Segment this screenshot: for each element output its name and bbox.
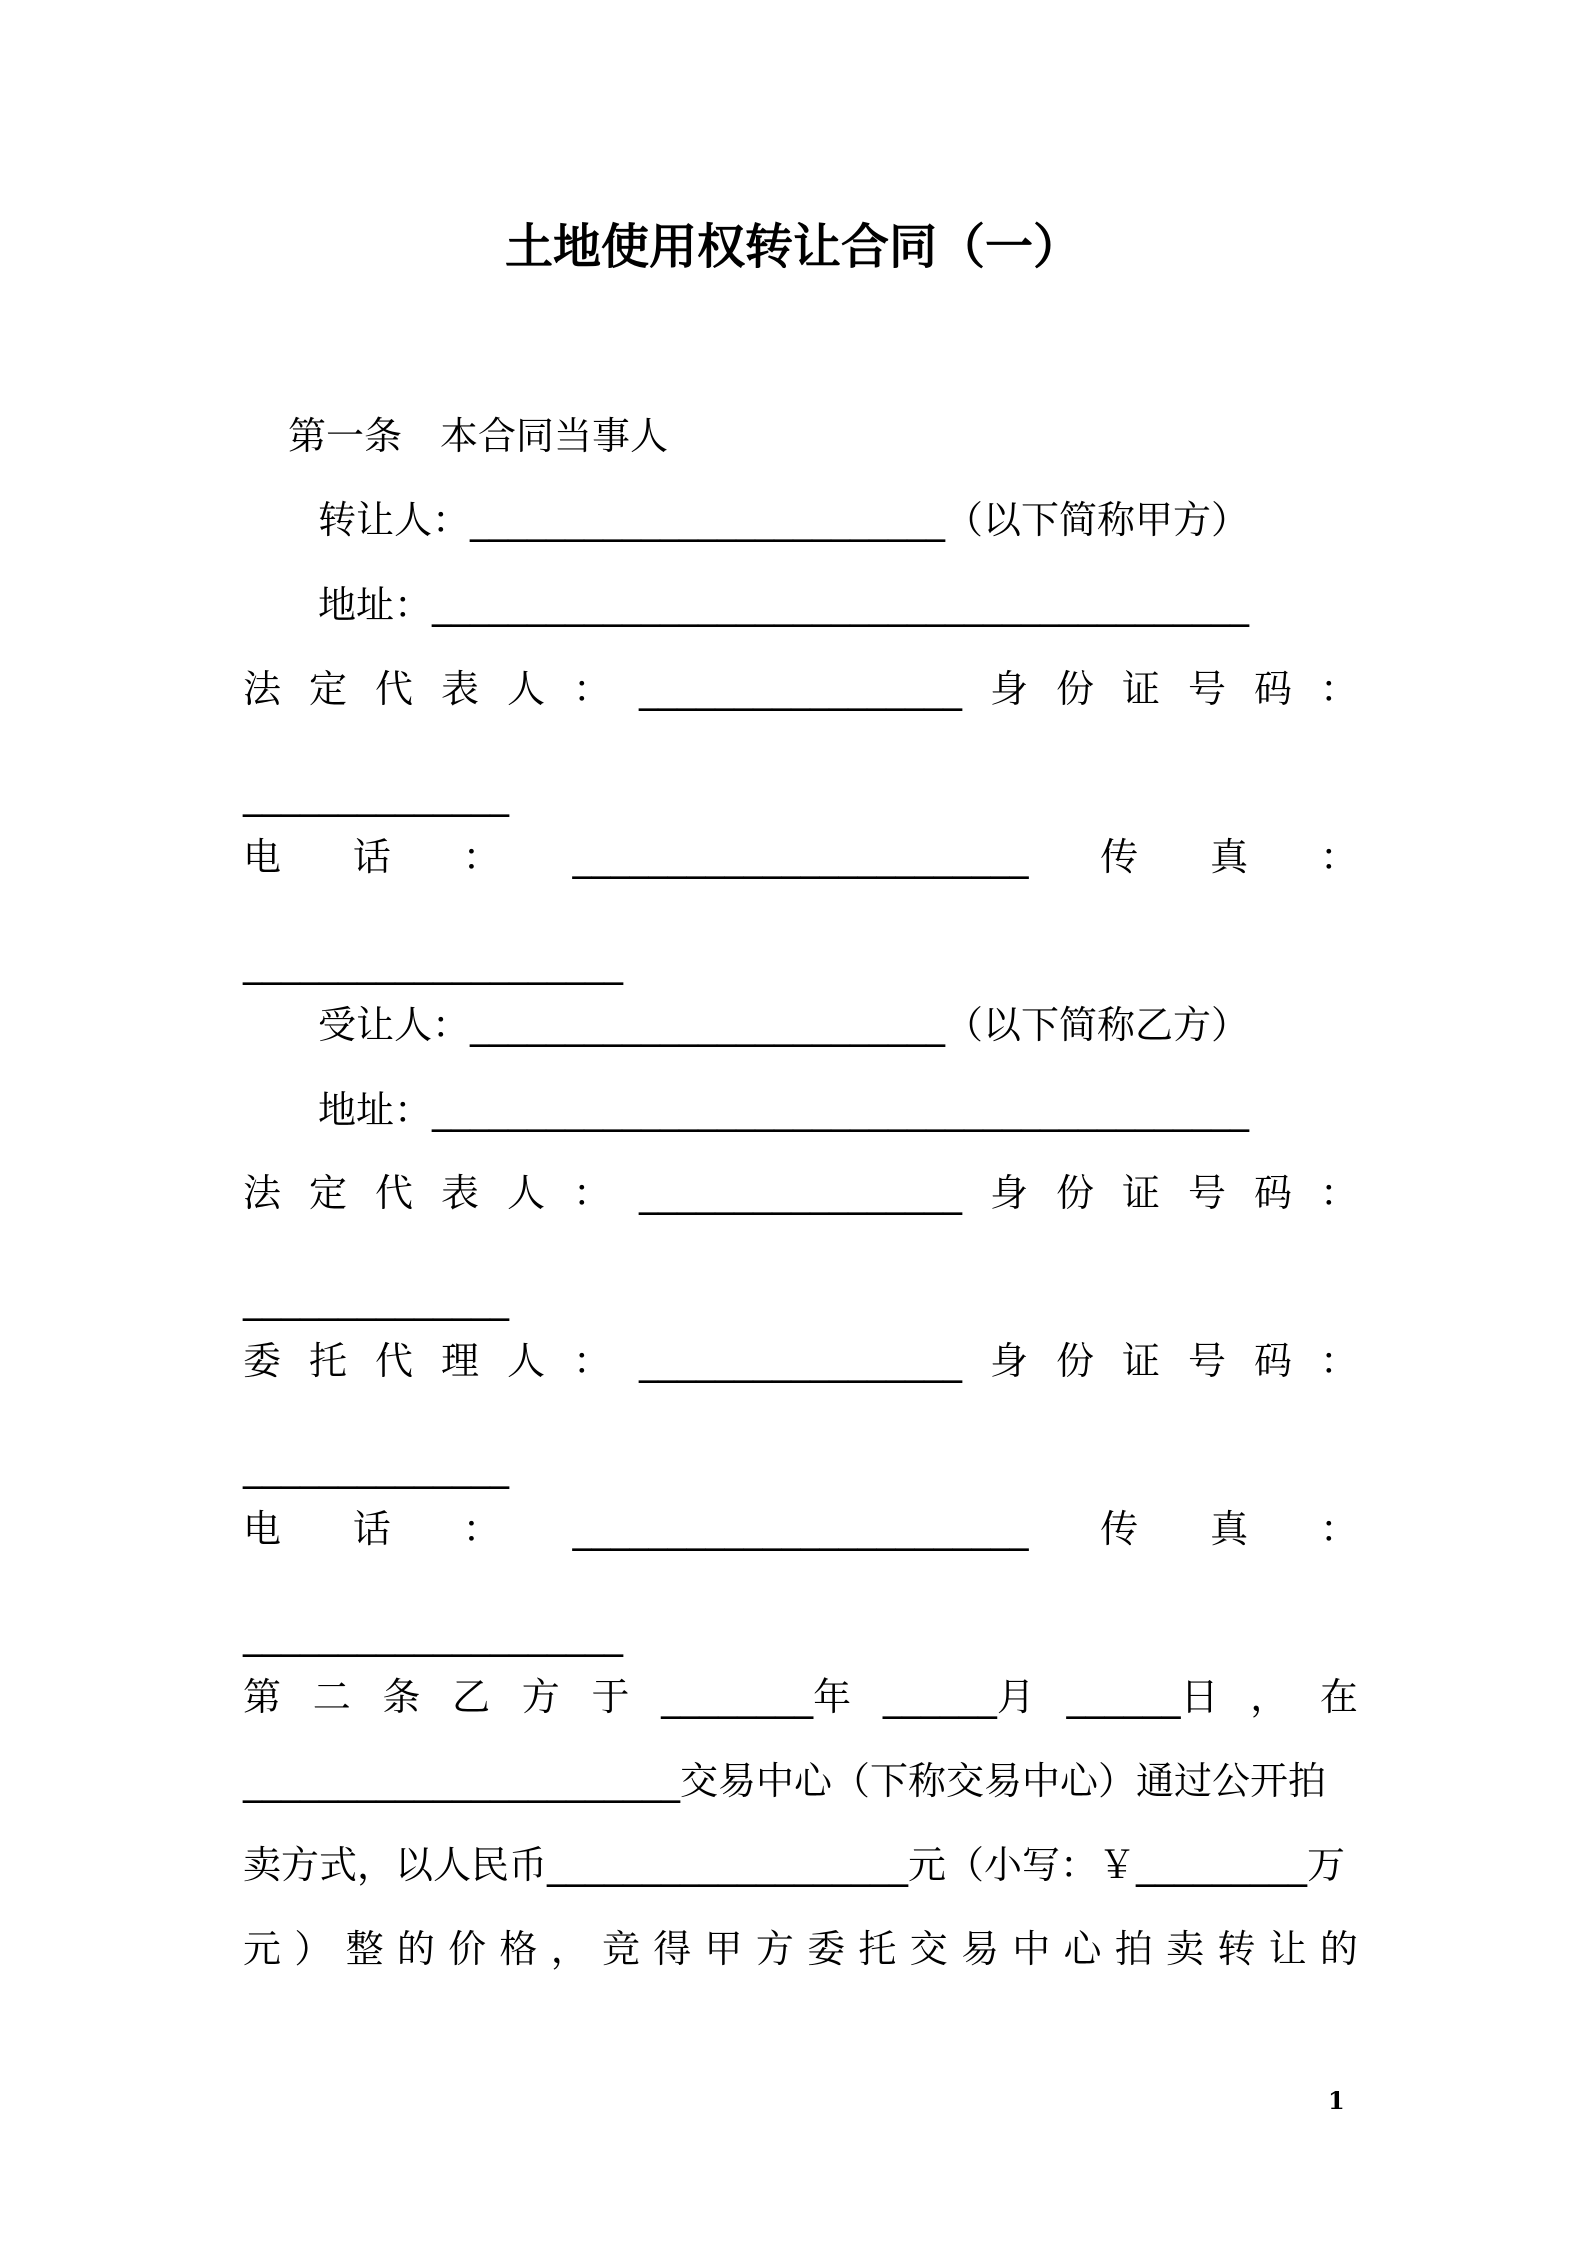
transferor-line: 转让人：_________________________（以下简称甲方） [318, 498, 1250, 542]
transferee-legal-rep-line: 法 定 代 表 人 ： _________________ 身 份 证 号 码 ： [243, 1171, 1358, 1215]
page-number: 1 [1328, 2086, 1345, 2115]
article-2-line-3: 卖方式，以人民币___________________元（小写：￥_________万 [243, 1843, 1346, 1887]
transferor-address-line: 地址：___________________________________________ [318, 583, 1250, 627]
article-2-line-4: 元 ） 整 的 价 格 ， 竞 得 甲 方 委 托 交 易 中 心 拍 卖 转 让 的 [243, 1927, 1358, 1971]
transferor-legal-rep-line: 法 定 代 表 人 ： _________________ 身 份 证 号 码 ： [243, 667, 1358, 711]
transferee-line: 受让人：_________________________（以下简称乙方） [318, 1003, 1250, 1047]
article-1-heading: 第一条 本合同当事人 [288, 414, 669, 458]
transferee-id-blank: ______________ [243, 1277, 509, 1321]
article-2-line-1: 第 二 条 乙 方 于 ________年 ______月 ______日 ， 在 [243, 1675, 1358, 1719]
transferee-address-line: 地址：___________________________________________ [318, 1088, 1250, 1132]
document-title: 土地使用权转让合同（一） [504, 219, 1081, 275]
agent-line: 委 托 代 理 人 ： _________________ 身 份 证 号 码 ： [243, 1339, 1358, 1383]
transferor-id-blank: ______________ [243, 773, 509, 817]
agent-id-blank: ______________ [243, 1445, 509, 1489]
transferee-phone-fax-line: 电 话 ： ________________________ 传 真 ： [243, 1507, 1358, 1551]
article-2-line-2: _______________________交易中心（下称交易中心）通过公开拍 [243, 1759, 1327, 1803]
transferor-phone-fax-line: 电 话 ： ________________________ 传 真 ： [243, 835, 1358, 879]
transferee-fax-blank: ____________________ [243, 1613, 623, 1657]
transferor-fax-blank: ____________________ [243, 941, 623, 985]
